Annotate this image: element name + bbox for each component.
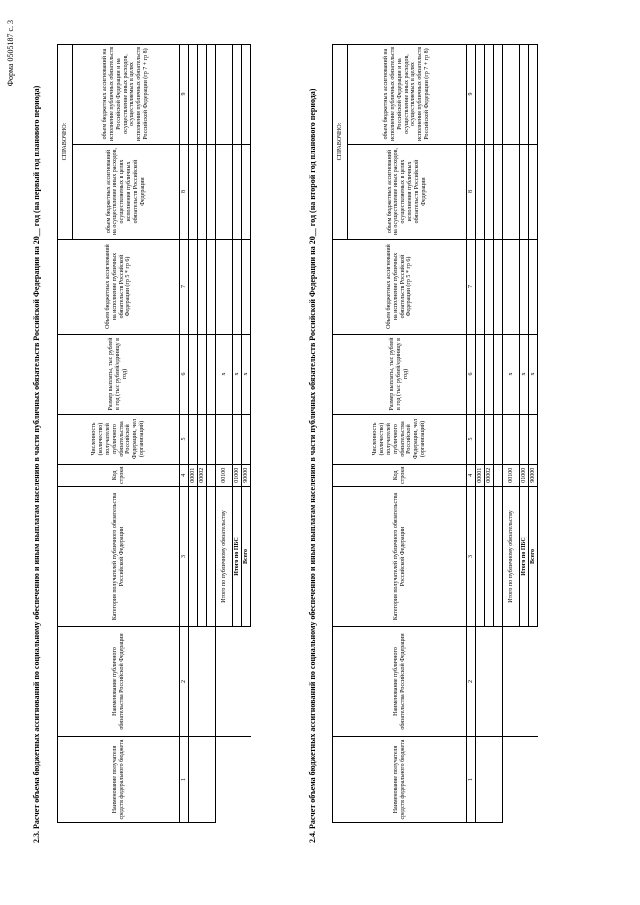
header-other-expenses: объем бюджетных ассигнований на осуществление иных расходов, осуществляемых в целях исполнения публичных обязательств Российской Федерации xyxy=(73,144,180,239)
column-number: 6 xyxy=(180,334,189,414)
column-number: 1 xyxy=(180,737,189,823)
column-number: 4 xyxy=(467,464,476,486)
na-mark: x xyxy=(216,334,233,414)
table-2-4 xyxy=(332,44,538,823)
reference-header: СПРАВОЧНО: xyxy=(333,44,348,239)
header-recipient-category: Категория получателей публичного обязательства Российской Федерации xyxy=(58,487,180,627)
column-number: 3 xyxy=(467,487,476,627)
line-code-cell: 00100 xyxy=(503,464,520,486)
column-number: 8 xyxy=(180,144,189,239)
column-number: 6 xyxy=(467,334,476,414)
header-recipient-count: Численность (количество) получателей публичного обязательства Российской Федерации, чел (организаций) xyxy=(333,414,467,464)
column-number: 7 xyxy=(467,239,476,334)
header-line-code: Код строки xyxy=(58,464,180,486)
form-code: Форма 0505187 с. 3 xyxy=(6,20,15,87)
column-number: 3 xyxy=(180,487,189,627)
header-other-expenses: объем бюджетных ассигнований на осуществление иных расходов, осуществляемых в целях исполнения публичных обязательств Российской Федерации xyxy=(348,144,467,239)
line-code-cell: 90000 xyxy=(529,464,538,486)
total-by-obligation-label: Итого по публичному обязательству xyxy=(503,487,520,627)
na-mark: x xyxy=(529,334,538,414)
line-code-cell: 00100 xyxy=(216,464,233,486)
reference-header: СПРАВОЧНО: xyxy=(58,44,73,239)
header-line-code: Код строки xyxy=(333,464,467,486)
table-row xyxy=(476,44,485,822)
header-obligation-execution: объем бюджетных ассигнований на исполнение публичных обязательств Российской Федерации и на осуществление иных расходов, осуществляемых в целях исполнения публичных обязательств Российской Федерации (гр 7 + гр 8) xyxy=(73,44,180,144)
header-payment-size: Размер выплаты, тыс рублей в год (тыс рублей/единицу в год) xyxy=(58,334,180,414)
column-number: 5 xyxy=(180,414,189,464)
line-code-cell: 00002 xyxy=(485,464,494,486)
line-code-cell: 90000 xyxy=(242,464,251,486)
na-mark: x xyxy=(233,334,242,414)
grand-total-label: Всего xyxy=(529,487,538,627)
line-code-cell: 01000 xyxy=(233,464,242,486)
column-number: 9 xyxy=(180,44,189,144)
column-number: 9 xyxy=(467,44,476,144)
table-row xyxy=(216,44,233,822)
na-mark: x xyxy=(520,334,529,414)
header-obligation-name: Наименование публичного обязательства Российской Федерации xyxy=(58,627,180,737)
line-code-cell: 00002 xyxy=(198,464,207,486)
line-code-cell: 01000 xyxy=(520,464,529,486)
header-budget-volume: Объем бюджетных ассигнований на исполнение публичных обязательств Российской Федерации (гр 5 * гр 6) xyxy=(333,239,467,334)
column-number: 2 xyxy=(467,627,476,737)
total-by-pbs-label: Итого по ПБС xyxy=(520,487,529,627)
header-recipient-count: Численность (количество) получателей публичного обязательства Российской Федерации, чел (организаций) xyxy=(58,414,180,464)
header-recipient-name: Наименование получателя средств федерального бюджета xyxy=(333,737,467,823)
section-2-4-title: 2.4. Расчет объема бюджетных ассигнований по социальному обеспечению и иным выплатам населению в части публичных обязательств Российской Федерации на 20__ год (на второй год планового периода) xyxy=(308,88,317,843)
table-2-3 xyxy=(57,44,251,823)
header-recipient-name: Наименование получателя средств федерального бюджета xyxy=(58,737,180,823)
header-obligation-name: Наименование публичного обязательства Российской Федерации xyxy=(333,627,467,737)
column-number: 4 xyxy=(180,464,189,486)
header-obligation-execution: объем бюджетных ассигнований на исполнение публичных обязательств Российской Федерации и на осуществление иных расходов, осуществляемых в целях исполнения публичных обязательств Российской Федерации (гр 7 + гр 8) xyxy=(348,44,467,144)
column-number: 7 xyxy=(180,239,189,334)
table-row xyxy=(503,44,520,822)
header-recipient-category: Категория получателей публичного обязательства Российской Федерации xyxy=(333,487,467,627)
column-number: 1 xyxy=(467,737,476,823)
header-payment-size: Размер выплаты, тыс рублей в год (тыс рублей/единицу в год) xyxy=(333,334,467,414)
table-row xyxy=(189,44,198,822)
line-code-cell: 00001 xyxy=(476,464,485,486)
grand-total-label: Всего xyxy=(242,487,251,627)
header-budget-volume: Объем бюджетных ассигнований на исполнение публичных обязательств Российской Федерации (гр 5 * гр 6) xyxy=(58,239,180,334)
column-number: 8 xyxy=(467,144,476,239)
line-code-cell: 00001 xyxy=(189,464,198,486)
na-mark: x xyxy=(503,334,520,414)
total-by-obligation-label: Итого по публичному обязательству xyxy=(216,487,233,627)
section-2-3-title: 2.3. Расчет объема бюджетных ассигнований по социальному обеспечению и иным выплатам населению в части публичных обязательств Российской Федерации на 20__ год (на первый год планового периода) xyxy=(32,85,41,843)
total-by-pbs-label: Итого по ПБС xyxy=(233,487,242,627)
column-number: 5 xyxy=(467,414,476,464)
na-mark: x xyxy=(242,334,251,414)
column-number: 2 xyxy=(180,627,189,737)
